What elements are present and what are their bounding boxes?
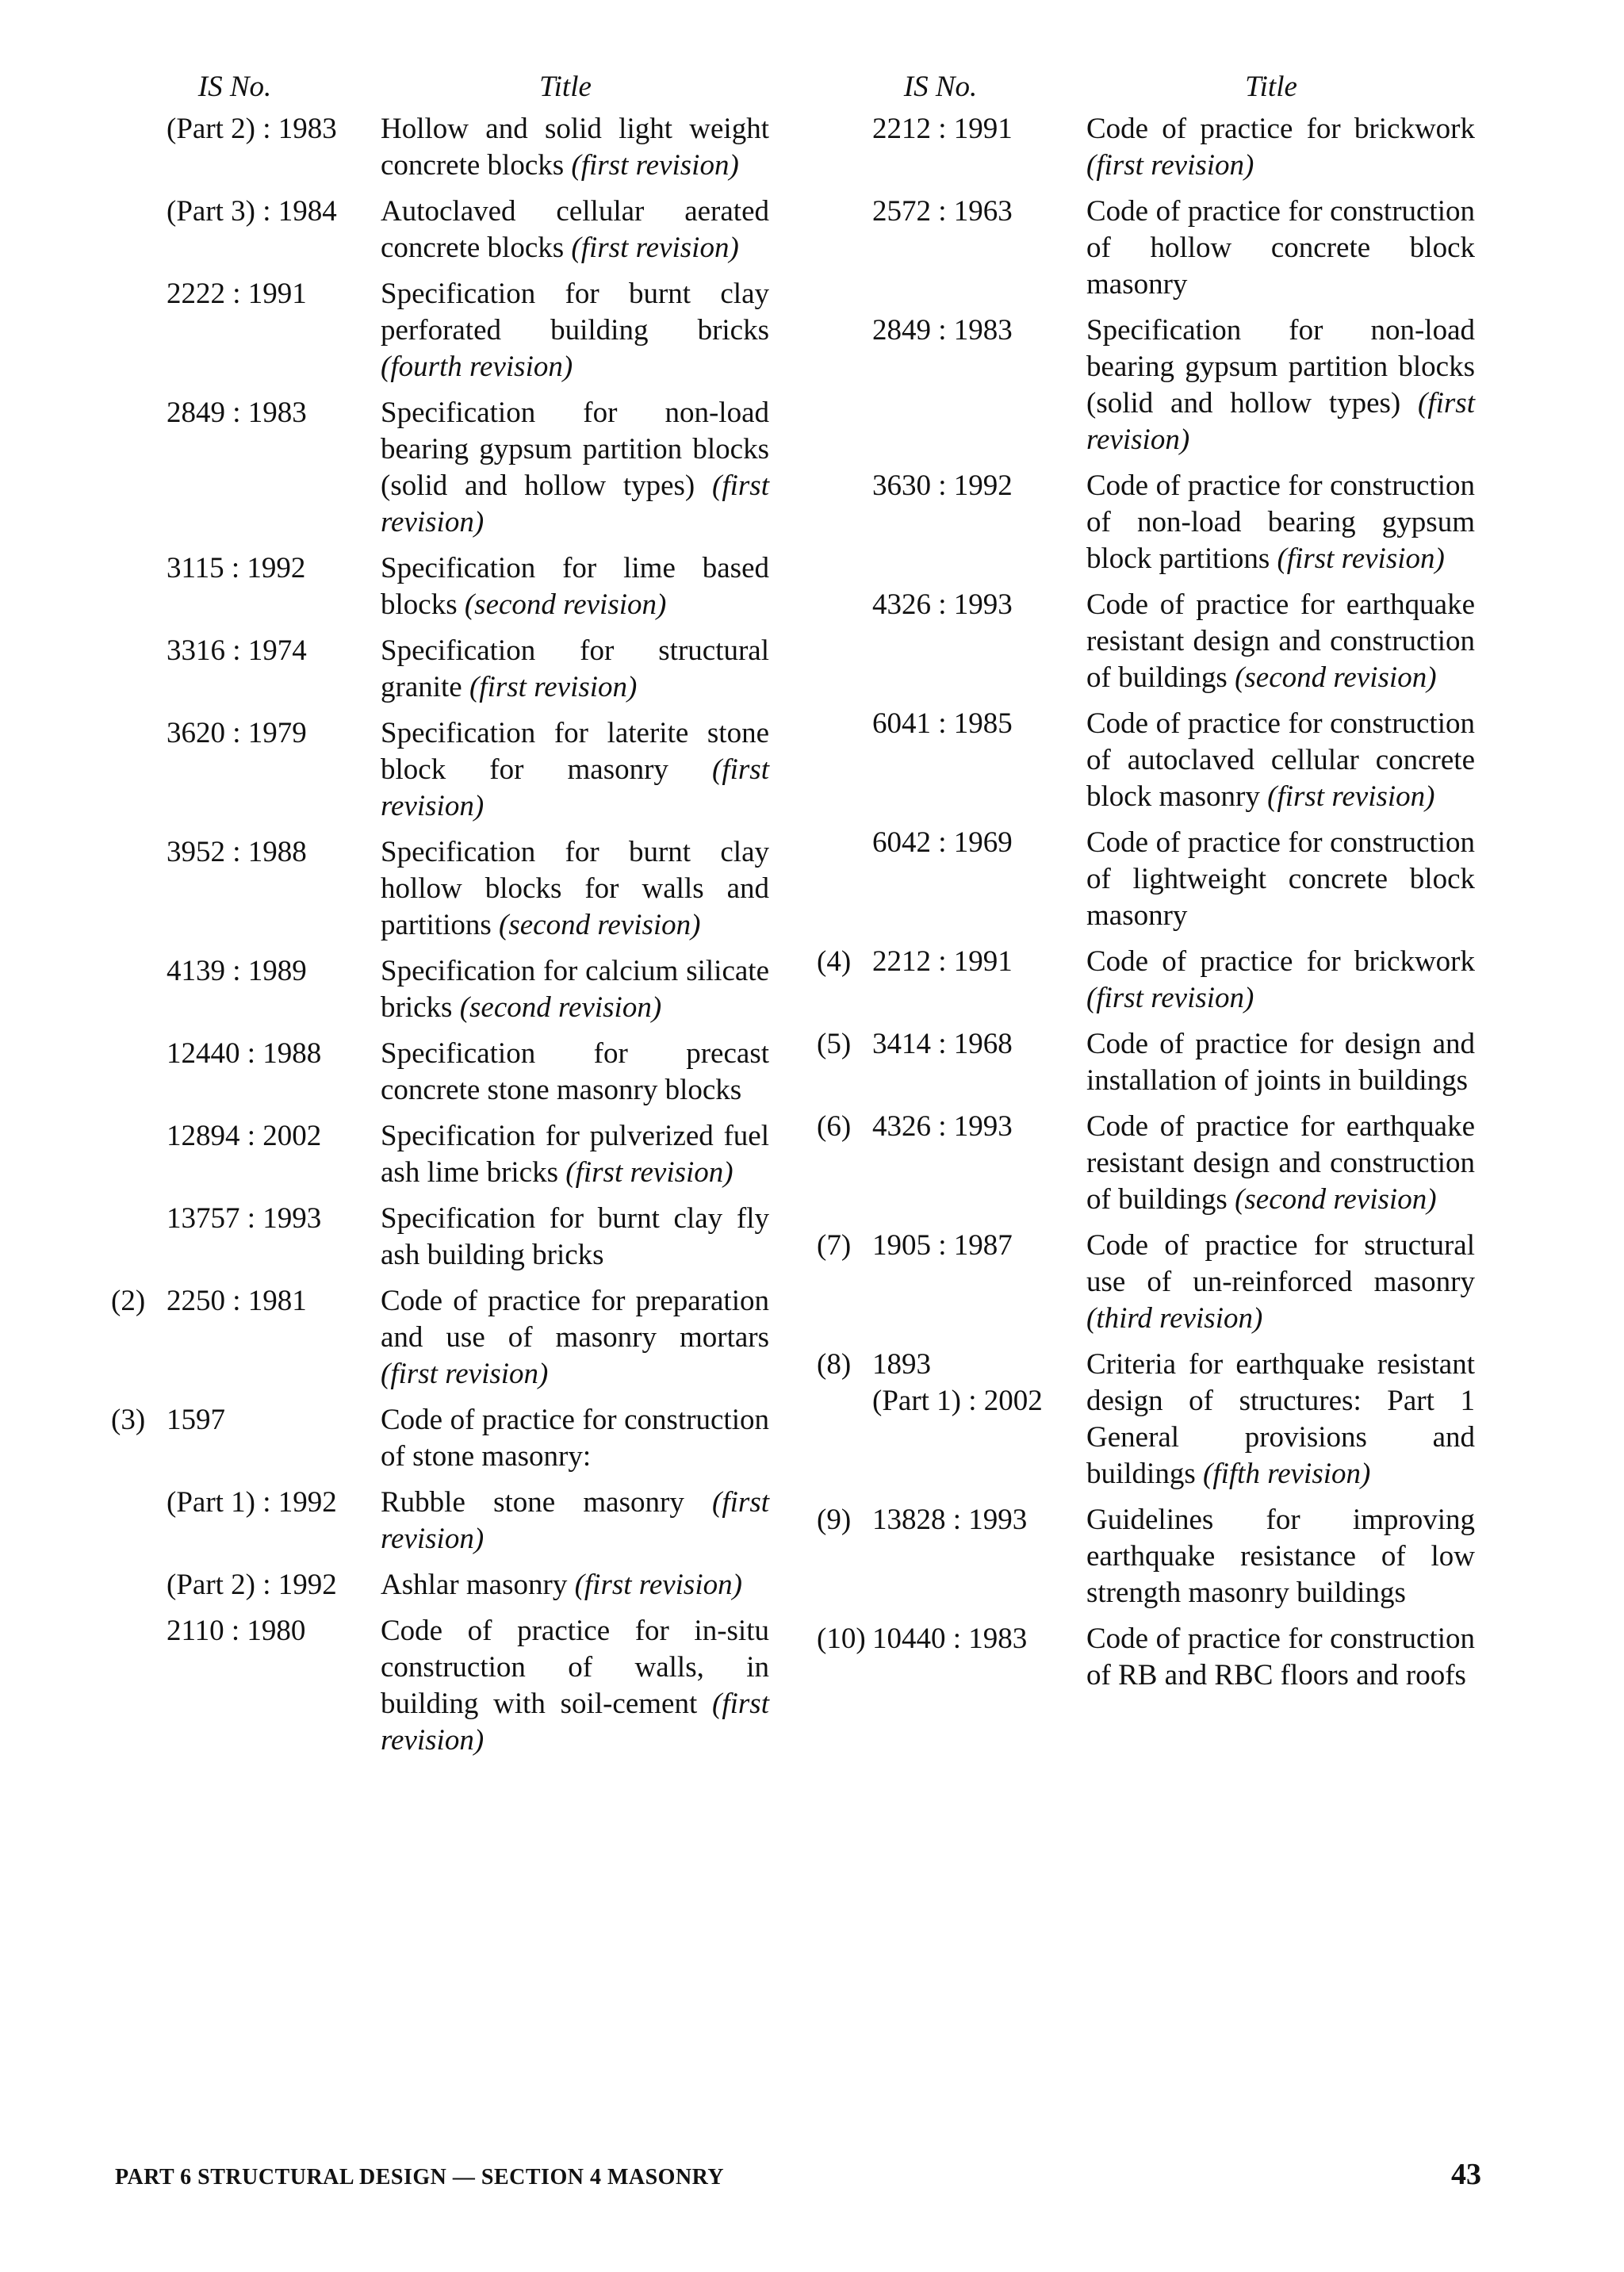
item-marker: (2) <box>111 1285 146 1317</box>
item-marker: (8) <box>817 1348 852 1381</box>
is-number-line: 2849 : 1983 <box>167 397 307 429</box>
standard-title <box>1086 193 1475 303</box>
is-number-line: 1893 <box>872 1348 931 1381</box>
is-number-line: 6042 : 1969 <box>872 826 1013 859</box>
is-number-line: 3115 : 1992 <box>167 552 306 584</box>
is-number-line: 2222 : 1991 <box>167 278 307 310</box>
table-row <box>817 587 1487 696</box>
is-number <box>167 111 381 148</box>
standard-title <box>381 1283 769 1393</box>
title-text: Code of practice for brickwork <box>1086 113 1475 145</box>
is-number <box>167 834 381 871</box>
table-row <box>111 953 781 1026</box>
item-marker: (6) <box>817 1110 852 1143</box>
item-marker: (3) <box>111 1404 146 1436</box>
title-text: Code of practice for in-situ construction of walls, in building with soil-cement <box>381 1615 769 1720</box>
is-number-line: 4326 : 1993 <box>872 1110 1013 1143</box>
is-number-line: 3952 : 1988 <box>167 836 307 868</box>
table-header <box>817 63 1487 111</box>
revision-note: (second revision) <box>464 588 667 621</box>
is-number-line: (Part 3) : 1984 <box>167 195 337 228</box>
item-marker: (4) <box>817 945 852 978</box>
is-number-line: 1905 : 1987 <box>872 1229 1013 1262</box>
is-number-line: 4139 : 1989 <box>167 955 307 987</box>
table-row <box>817 1109 1487 1218</box>
revision-note: (fifth revision) <box>1203 1458 1371 1490</box>
is-number <box>872 944 1086 980</box>
table-row <box>111 1201 781 1274</box>
is-number <box>872 312 1086 349</box>
is-number <box>167 953 381 990</box>
table-row <box>111 111 781 184</box>
standard-title <box>381 834 769 944</box>
is-number-line: (Part 2) : 1983 <box>167 113 337 145</box>
standard-title <box>1086 111 1475 184</box>
is-number-line: (Part 1) : 1992 <box>167 1486 337 1519</box>
title-text: Criteria for earthquake resistant design of structures: Part 1 General provisions and buildings <box>1086 1348 1475 1490</box>
title-text: Code of practice for construction of RB and RBC floors and roofs <box>1086 1623 1475 1692</box>
is-number <box>872 111 1086 148</box>
is-number-line: 12440 : 1988 <box>167 1037 322 1070</box>
is-number-line: 4326 : 1993 <box>872 588 1013 621</box>
revision-note: (first revision) <box>1086 982 1254 1014</box>
title-text: Ashlar masonry <box>381 1569 568 1601</box>
revision-note: (second revision) <box>459 991 662 1024</box>
table-row <box>817 111 1487 184</box>
title-text: Autoclaved cellular aerated concrete blocks <box>381 195 769 264</box>
title-text: Code of practice for construction of non-load bearing gypsum block partitions <box>1086 469 1475 575</box>
title-text: Code of practice for construction of lightweight concrete block masonry <box>1086 826 1475 932</box>
table-row <box>817 706 1487 815</box>
title-text: Hollow and solid light weight concrete blocks <box>381 113 769 182</box>
table-row <box>111 193 781 266</box>
is-number-line: 2212 : 1991 <box>872 113 1013 145</box>
is-number-line: 10440 : 1983 <box>872 1623 1028 1655</box>
is-number-line: 3630 : 1992 <box>872 469 1013 502</box>
table-row <box>817 468 1487 577</box>
revision-note: (fourth revision) <box>381 351 573 383</box>
title-text: Code of practice for earthquake resistant design and construction of buildings <box>1086 588 1475 694</box>
table-row <box>111 550 781 623</box>
standard-title <box>1086 1228 1475 1337</box>
title-text: Specification for calcium silicate bricks <box>381 955 769 1024</box>
title-text: Specification for structural granite <box>381 634 769 703</box>
title-text: Code of practice for construction of autoclaved cellular concrete block masonry <box>1086 707 1475 813</box>
is-number <box>872 1347 1086 1420</box>
table-row <box>817 1621 1487 1694</box>
standard-title <box>381 1402 769 1475</box>
standard-title <box>381 1118 769 1191</box>
standard-title <box>381 111 769 184</box>
standard-title <box>1086 1109 1475 1218</box>
revision-note: (first revision) <box>1086 149 1254 182</box>
page-number: 43 <box>1451 2158 1481 2191</box>
standard-title <box>1086 1026 1475 1099</box>
revision-note: (first revision) <box>1277 542 1445 575</box>
table-row <box>111 395 781 541</box>
table-row <box>111 1402 781 1475</box>
table-header <box>111 63 781 111</box>
is-number-line: 3620 : 1979 <box>167 717 307 749</box>
is-number <box>872 468 1086 504</box>
is-number <box>872 587 1086 623</box>
standard-title <box>381 1036 769 1109</box>
table-row <box>817 825 1487 934</box>
standard-title <box>381 550 769 623</box>
title-text: Specification for lime based blocks <box>381 552 769 621</box>
footer-section-title: PART 6 STRUCTURAL DESIGN — SECTION 4 MASONRY <box>115 2165 725 2190</box>
is-number <box>872 1228 1086 1264</box>
is-number-line: 12894 : 2002 <box>167 1120 322 1152</box>
table-row <box>111 1036 781 1109</box>
table-row <box>111 715 781 825</box>
table-row <box>817 1502 1487 1611</box>
title-text: Specification for precast concrete stone masonry blocks <box>381 1037 769 1106</box>
title-text: Specification for burnt clay fly ash building bricks <box>381 1202 769 1271</box>
standard-title <box>1086 1502 1475 1611</box>
is-number <box>872 1109 1086 1145</box>
is-number <box>872 1502 1086 1538</box>
table-row <box>111 1567 781 1603</box>
table-row <box>111 1485 781 1557</box>
revision-note: (second revision) <box>1235 1183 1437 1216</box>
table-row <box>111 1118 781 1191</box>
right-table-body <box>817 111 1487 1694</box>
revision-note: (second revision) <box>1235 661 1437 694</box>
is-number-line: 1597 <box>167 1404 225 1436</box>
header-title: Title <box>1245 71 1297 103</box>
title-text: Code of practice for earthquake resistant design and construction of buildings <box>1086 1110 1475 1216</box>
standard-title <box>1086 1621 1475 1694</box>
is-number <box>872 706 1086 742</box>
is-number <box>167 1118 381 1155</box>
is-number-line: 2849 : 1983 <box>872 314 1013 347</box>
left-column <box>111 63 781 1768</box>
title-text: Code of practice for construction of stone masonry: <box>381 1404 769 1473</box>
is-number <box>872 825 1086 861</box>
is-number <box>872 1621 1086 1657</box>
left-table-body <box>111 111 781 1759</box>
header-title: Title <box>539 71 592 103</box>
is-number <box>167 1402 381 1439</box>
is-number-line: 3316 : 1974 <box>167 634 307 667</box>
revision-note: (first revision) <box>381 1358 549 1390</box>
title-text: Code of practice for construction of hollow concrete block masonry <box>1086 195 1475 301</box>
table-row <box>111 834 781 944</box>
title-text: Code of practice for structural use of un-reinforced masonry <box>1086 1229 1475 1298</box>
is-number <box>167 1283 381 1320</box>
revision-note: (first revision) <box>1086 387 1475 456</box>
revision-note: (first revision) <box>571 149 739 182</box>
revision-note: (first revision) <box>571 232 739 264</box>
is-number-line: (Part 1) : 2002 <box>872 1385 1043 1417</box>
standard-title <box>381 633 769 706</box>
is-number <box>167 1567 381 1603</box>
revision-note: (first revision) <box>381 753 769 822</box>
standard-title <box>381 1485 769 1557</box>
revision-note: (third revision) <box>1086 1302 1263 1335</box>
right-column <box>817 63 1487 1703</box>
title-text: Specification for non-load bearing gypsum partition blocks (solid and hollow types) <box>381 397 769 502</box>
is-number <box>167 1201 381 1237</box>
table-row <box>111 276 781 385</box>
is-number-line: 13757 : 1993 <box>167 1202 322 1235</box>
revision-note: (first revision) <box>381 469 769 538</box>
revision-note: (first revision) <box>574 1569 742 1601</box>
is-number <box>167 1485 381 1521</box>
header-is-no: IS No. <box>903 71 978 103</box>
table-row <box>817 312 1487 458</box>
revision-note: (first revision) <box>1267 780 1435 813</box>
standard-title <box>381 193 769 266</box>
is-number <box>872 193 1086 230</box>
standard-title <box>381 953 769 1026</box>
table-row <box>817 1228 1487 1337</box>
standard-title <box>381 715 769 825</box>
revision-note: (first revision) <box>469 671 638 703</box>
is-number <box>167 633 381 669</box>
revision-note: (first revision) <box>381 1486 770 1555</box>
is-number-line: 2572 : 1963 <box>872 195 1013 228</box>
is-number <box>872 1026 1086 1063</box>
title-text: Code of practice for preparation and use of masonry mortars <box>381 1285 769 1354</box>
title-text: Guidelines for improving earthquake resistance of low strength masonry buildings <box>1086 1504 1475 1609</box>
is-number-line: 2110 : 1980 <box>167 1615 306 1647</box>
is-number-line: 2250 : 1981 <box>167 1285 307 1317</box>
is-number-line: 3414 : 1968 <box>872 1028 1013 1060</box>
standard-title <box>1086 587 1475 696</box>
table-row <box>111 1283 781 1393</box>
is-number <box>167 1036 381 1072</box>
table-row <box>817 1026 1487 1099</box>
is-number-line: 2212 : 1991 <box>872 945 1013 978</box>
revision-note: (first revision) <box>381 1688 769 1757</box>
title-text: Specification for burnt clay perforated building bricks <box>381 278 769 347</box>
standard-title <box>381 1613 769 1759</box>
standard-title <box>1086 944 1475 1017</box>
revision-note: (second revision) <box>499 909 701 941</box>
standard-title <box>1086 706 1475 815</box>
item-marker: (10) <box>817 1623 866 1655</box>
is-number-line: 6041 : 1985 <box>872 707 1013 740</box>
is-number <box>167 193 381 230</box>
is-number <box>167 276 381 312</box>
header-is-no: IS No. <box>197 71 272 103</box>
is-number-line: (Part 2) : 1992 <box>167 1569 337 1601</box>
title-text: Rubble stone masonry <box>381 1486 684 1519</box>
table-row <box>111 633 781 706</box>
standard-title <box>381 395 769 541</box>
table-row <box>817 1347 1487 1492</box>
standard-title <box>1086 825 1475 934</box>
item-marker: (5) <box>817 1028 852 1060</box>
standard-title <box>381 276 769 385</box>
is-number <box>167 395 381 431</box>
table-row <box>111 1613 781 1759</box>
standard-title <box>1086 468 1475 577</box>
standard-title <box>381 1201 769 1274</box>
title-text: Specification for non-load bearing gypsum partition blocks (solid and hollow types) <box>1086 314 1475 420</box>
title-text: Specification for pulverized fuel ash lime bricks <box>381 1120 769 1189</box>
is-number <box>167 715 381 752</box>
is-number-line: 13828 : 1993 <box>872 1504 1028 1536</box>
table-row <box>817 193 1487 303</box>
standard-title <box>1086 312 1475 458</box>
item-marker: (9) <box>817 1504 852 1536</box>
title-text: Code of practice for design and installation of joints in buildings <box>1086 1028 1475 1097</box>
is-number <box>167 1613 381 1649</box>
item-marker: (7) <box>817 1229 852 1262</box>
is-number <box>167 550 381 587</box>
standard-title <box>381 1567 769 1603</box>
table-row <box>817 944 1487 1017</box>
title-text: Specification for burnt clay hollow blocks for walls and partitions <box>381 836 769 941</box>
title-text: Code of practice for brickwork <box>1086 945 1475 978</box>
standard-title <box>1086 1347 1475 1492</box>
revision-note: (first revision) <box>565 1156 733 1189</box>
title-text: Specification for laterite stone block for masonry <box>381 717 769 786</box>
